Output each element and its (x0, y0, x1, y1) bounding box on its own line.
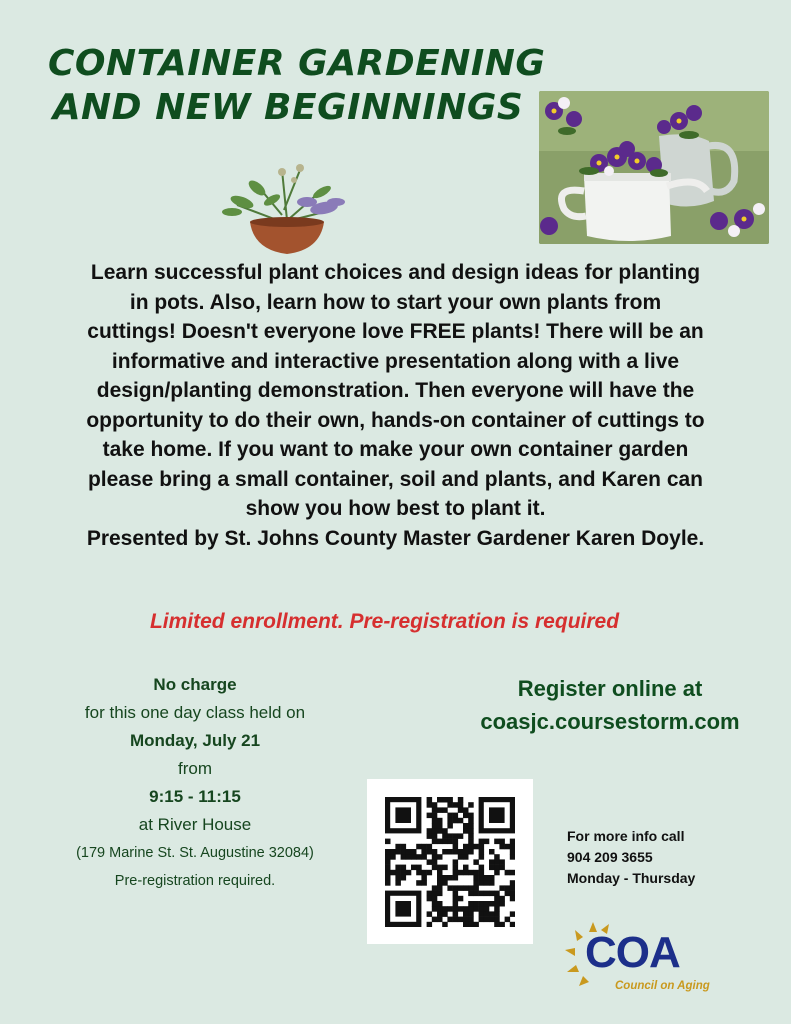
presenter-line: Presented by St. Johns County Master Gardener Karen Doyle. (86, 526, 705, 550)
qr-code-icon[interactable] (367, 779, 533, 944)
description-line: please bring a small container, soil and plants, and Karen can (87, 467, 704, 491)
from-text: from (178, 759, 212, 778)
title-line-2: AND NEW BEGINNINGS (52, 87, 524, 128)
pansies-teapot-photo (539, 91, 769, 244)
logo-letters: COA (585, 928, 680, 977)
herb-pot-illustration (212, 150, 352, 260)
prereg-text: Pre-registration required. (114, 873, 276, 889)
photo-illustration (539, 91, 769, 244)
description-line: design/planting demonstration. Then everyone will have the (96, 379, 695, 402)
time-text: 9:15 - 11:15 (149, 787, 241, 806)
contact-label: For more info call (567, 828, 685, 844)
description-line: in pots. Also, learn how to start your own plants from (129, 290, 662, 314)
description-line: cuttings! Doesn't everyone love FREE plants! There will be an (87, 320, 704, 343)
intro-text: for this one day class held on (84, 703, 306, 722)
description (30, 258, 761, 553)
qr-code-svg (385, 797, 515, 927)
address-text: (179 Marine St. St. Augustine 32084) (76, 845, 314, 861)
description-line: show you how best to plant it. (245, 497, 546, 520)
flyer-title (48, 42, 546, 130)
register-block (440, 672, 780, 738)
description-line: take home. If you want to make your own container garden (102, 438, 689, 461)
contact-days: Monday - Thursday (567, 870, 696, 886)
contact-info (567, 826, 777, 889)
enrollment-notice: Limited enrollment. Pre-registration is required (149, 610, 620, 633)
class-details (40, 671, 350, 895)
register-label: Register online at (517, 676, 703, 701)
cost-text: No charge (153, 675, 237, 694)
date-text: Monday, July 21 (129, 731, 261, 750)
title-line-1: CONTAINER GARDENING (48, 43, 546, 84)
register-url[interactable]: coasjc.coursestorm.com (480, 709, 740, 734)
description-line: Learn successful plant choices and design ideas for planting (90, 261, 701, 284)
contact-phone[interactable]: 904 209 3655 (567, 849, 653, 865)
pot-svg (212, 150, 352, 260)
logo-subtitle: Council on Aging (615, 980, 710, 992)
coa-logo (563, 920, 723, 998)
venue-text: at River House (138, 815, 252, 834)
description-line: informative and interactive presentation along with a live (111, 349, 680, 373)
description-line: opportunity to do their own, hands-on container of cuttings to (86, 408, 705, 432)
